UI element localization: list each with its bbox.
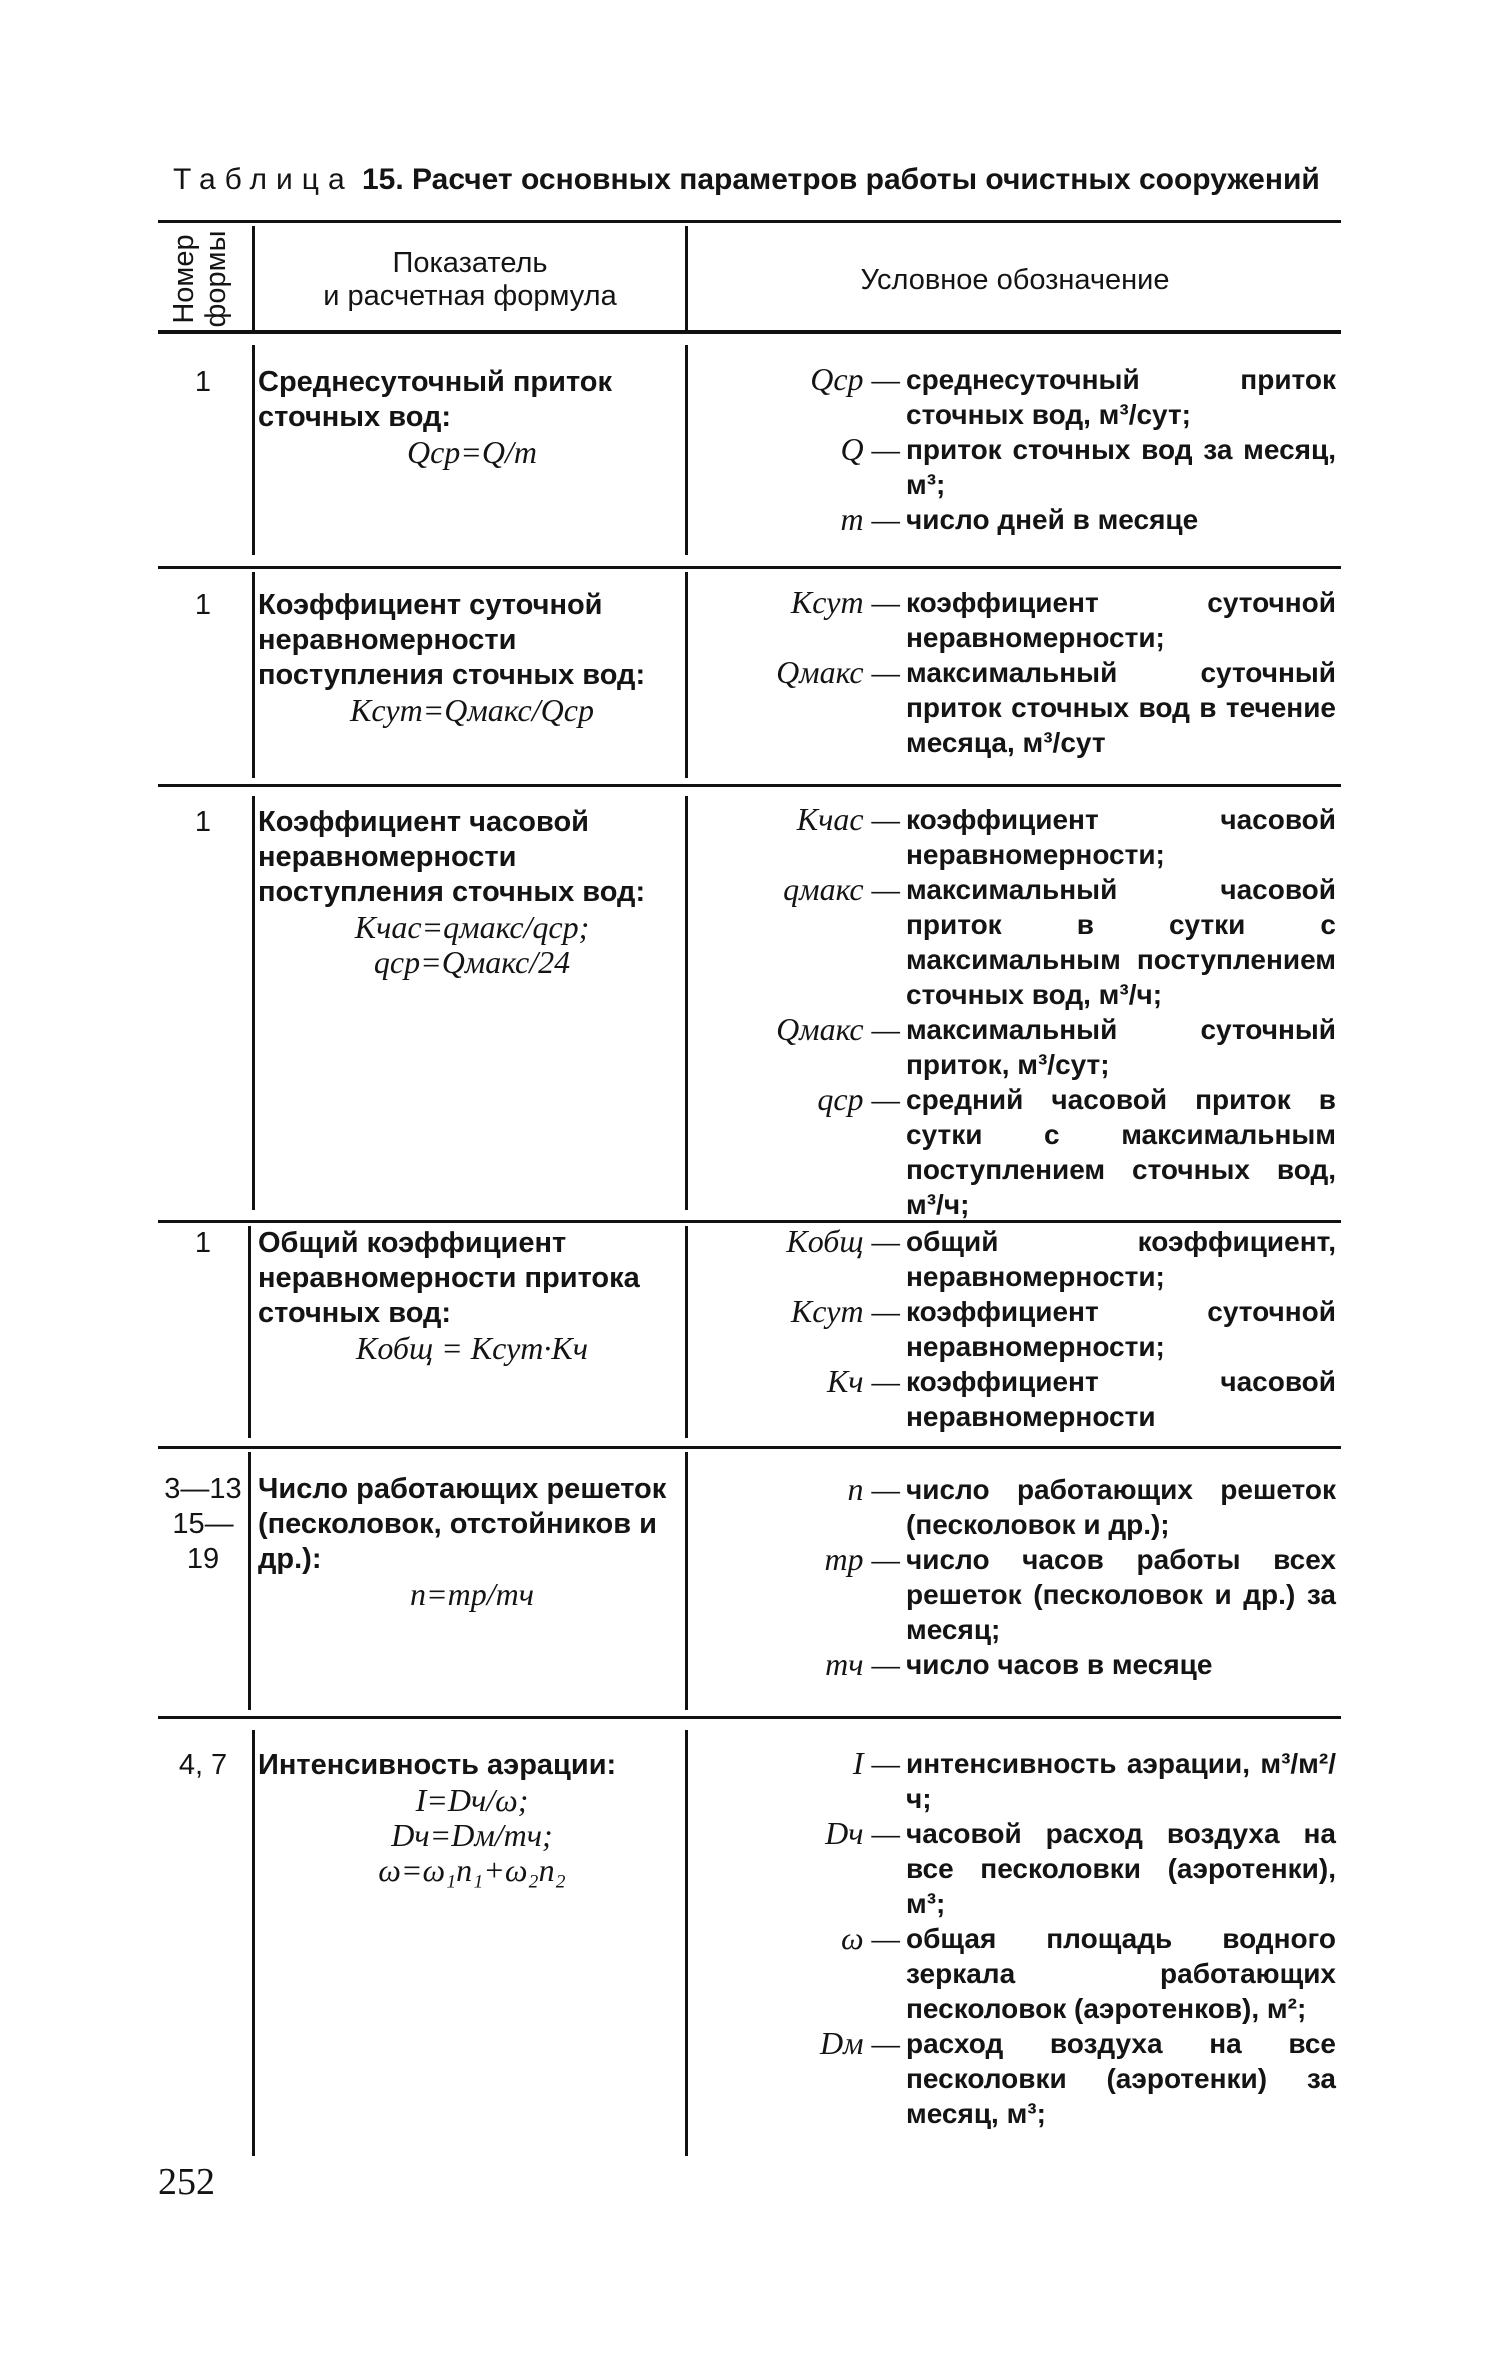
rule-header (158, 330, 1341, 334)
vrule-r1a (252, 345, 255, 555)
definition-item (700, 1364, 1336, 1434)
caption-lead: Таблица (173, 163, 354, 196)
row-number: 1 (194, 366, 212, 398)
rule-row4 (158, 1446, 1341, 1449)
definition-item (700, 1224, 1336, 1294)
row-definitions (700, 1472, 1336, 1682)
definition-item (700, 872, 1336, 1012)
rule-row5 (158, 1716, 1341, 1719)
vrule-r3a (252, 796, 255, 1210)
symbol: ω — (840, 1920, 900, 1956)
formula: Kобщ = Kсут·Kч (355, 1330, 588, 1366)
row-indicator (258, 1472, 686, 1612)
header-indicator: Показатель и расчетная формула (323, 247, 617, 312)
definition-item (700, 502, 1336, 537)
vrule-r4a (248, 1226, 251, 1438)
formula: n=mр/mч (410, 1576, 534, 1612)
definition-text: коэффициент часовой неравномерности; (906, 804, 1336, 870)
row-indicator (258, 1748, 686, 1888)
symbol: I — (852, 1745, 900, 1781)
definition-text: часовой расход воздуха на все песколовки (аэротенки), м³; (906, 1818, 1336, 1919)
symbol: mч — (825, 1646, 900, 1682)
formula: ω=ω₁n₁+ω₂n₂ (378, 1852, 566, 1888)
header-symbol: Условное обозначение (860, 264, 1170, 296)
caption-rest: 15. Расчет основных параметров работы очистных сооружений (353, 163, 1320, 196)
row-number: 1 (194, 1227, 212, 1259)
definition-item (700, 2026, 1336, 2131)
definition-text: приток сточных вод за месяц, м³; (906, 434, 1336, 500)
vrule-r6a (252, 1730, 255, 2156)
indicator-text: Коэффициент суточной неравномерности поступления сточных вод: (258, 589, 646, 691)
symbol: Qмакс — (776, 654, 900, 690)
definition-item (700, 1082, 1336, 1222)
row-number: 4, 7 (178, 1749, 228, 1781)
vrule-r5a (248, 1452, 251, 1710)
vrule-h2 (685, 226, 688, 330)
rule-row1 (158, 566, 1341, 569)
indicator-text: Интенсивность аэрации: (258, 1749, 617, 1781)
symbol: Kобщ — (786, 1223, 900, 1259)
definition-item (700, 1921, 1336, 2026)
row-indicator (258, 588, 686, 728)
row-indicator (258, 365, 686, 470)
definition-text: максимальный суточный приток, м³/сут; (906, 1014, 1336, 1080)
definition-item (700, 1816, 1336, 1921)
definition-text: число работающих решеток (песколовок и др.); (906, 1474, 1336, 1540)
symbol: qмакс — (783, 871, 900, 907)
vrule-r2a (252, 572, 255, 778)
definition-item (700, 1012, 1336, 1082)
rule-top (158, 220, 1341, 223)
definition-item (700, 1542, 1336, 1647)
definition-text: максимальный часовой приток в сутки с максимальным поступлением сточных вод, м³/ч; (906, 874, 1336, 1010)
row-definitions (700, 585, 1336, 760)
definition-text: общий коэффициент, неравномерности; (906, 1226, 1336, 1292)
formula: qср=Qмакс/24 (373, 944, 571, 980)
definition-item (700, 432, 1336, 502)
symbol: Kсут — (790, 1293, 900, 1329)
table-caption (173, 163, 1341, 197)
symbol: Dм — (820, 2025, 900, 2061)
vrule-h1 (252, 226, 255, 330)
page-number: 252 (158, 2161, 215, 2203)
definition-text: число дней в месяце (906, 504, 1199, 535)
formula: I=Dч/ω; (415, 1782, 529, 1818)
definition-text: число часов работы всех решеток (песколовок и др.) за месяц; (906, 1544, 1336, 1645)
row-definitions (700, 802, 1336, 1222)
row-number: 3—13 15— 19 (164, 1473, 242, 1575)
symbol: Qмакс — (776, 1011, 900, 1047)
symbol: Kч — (826, 1363, 900, 1399)
definition-text: расход воздуха на все песколовки (аэротенки) за месяц, м³; (906, 2028, 1336, 2129)
symbol: Kсут — (790, 584, 900, 620)
indicator-text: Коэффициент часовой неравномерности поступления сточных вод: (258, 806, 646, 908)
row-number: 1 (194, 806, 212, 838)
definition-text: коэффициент суточной неравномерности; (906, 587, 1336, 653)
definition-item (700, 655, 1336, 760)
formula: Dч=Dм/mч; (391, 1817, 553, 1853)
symbol: mр — (824, 1541, 900, 1577)
header-number: Номер формы (168, 230, 232, 328)
rule-row2 (158, 784, 1341, 787)
definition-text: среднесуточный приток сточных вод, м³/сут; (906, 364, 1336, 430)
row-definitions (700, 1224, 1336, 1434)
row-indicator (258, 1226, 686, 1366)
definition-text: максимальный суточный приток сточных вод в течение месяца, м³/сут (906, 657, 1336, 758)
definition-item (700, 1472, 1336, 1542)
definition-text: средний часовой приток в сутки с максимальным поступлением сточных вод, м³/ч; (906, 1084, 1336, 1220)
definition-item (700, 362, 1336, 432)
definition-item (700, 1294, 1336, 1364)
symbol: n — (847, 1471, 900, 1507)
symbol: qср — (817, 1081, 900, 1117)
symbol: m — (840, 501, 900, 537)
formula: Kчас=qмакс/qср; (354, 909, 590, 945)
definition-item (700, 1746, 1336, 1816)
formula: Kсут=Qмакс/Qср (350, 692, 594, 728)
definition-item (700, 585, 1336, 655)
definition-text: общая площадь водного зеркала работающих песколовок (аэротенков), м²; (906, 1923, 1336, 2024)
symbol: Q — (840, 431, 900, 467)
definition-text: коэффициент часовой неравномерности (906, 1366, 1336, 1432)
symbol: Kчас — (796, 801, 900, 837)
definition-text: интенсивность аэрации, м³/м²/ч; (906, 1748, 1336, 1814)
row-indicator (258, 805, 686, 980)
indicator-text: Общий коэффициент неравномерности притока сточных вод: (258, 1227, 640, 1329)
indicator-text: Среднесуточный приток сточных вод: (258, 366, 612, 433)
row-definitions (700, 362, 1336, 537)
definition-text: число часов в месяце (906, 1649, 1213, 1680)
row-number: 1 (194, 589, 212, 621)
definition-item (700, 802, 1336, 872)
symbol: Dч — (825, 1815, 900, 1851)
definition-text: коэффициент суточной неравномерности; (906, 1296, 1336, 1362)
indicator-text: Число работающих решеток (песколовок, отстойников и др.): (258, 1473, 667, 1575)
formula: Qср=Q/m (406, 434, 537, 470)
row-definitions (700, 1746, 1336, 2131)
definition-item (700, 1647, 1336, 1682)
symbol: Qср — (810, 361, 900, 397)
